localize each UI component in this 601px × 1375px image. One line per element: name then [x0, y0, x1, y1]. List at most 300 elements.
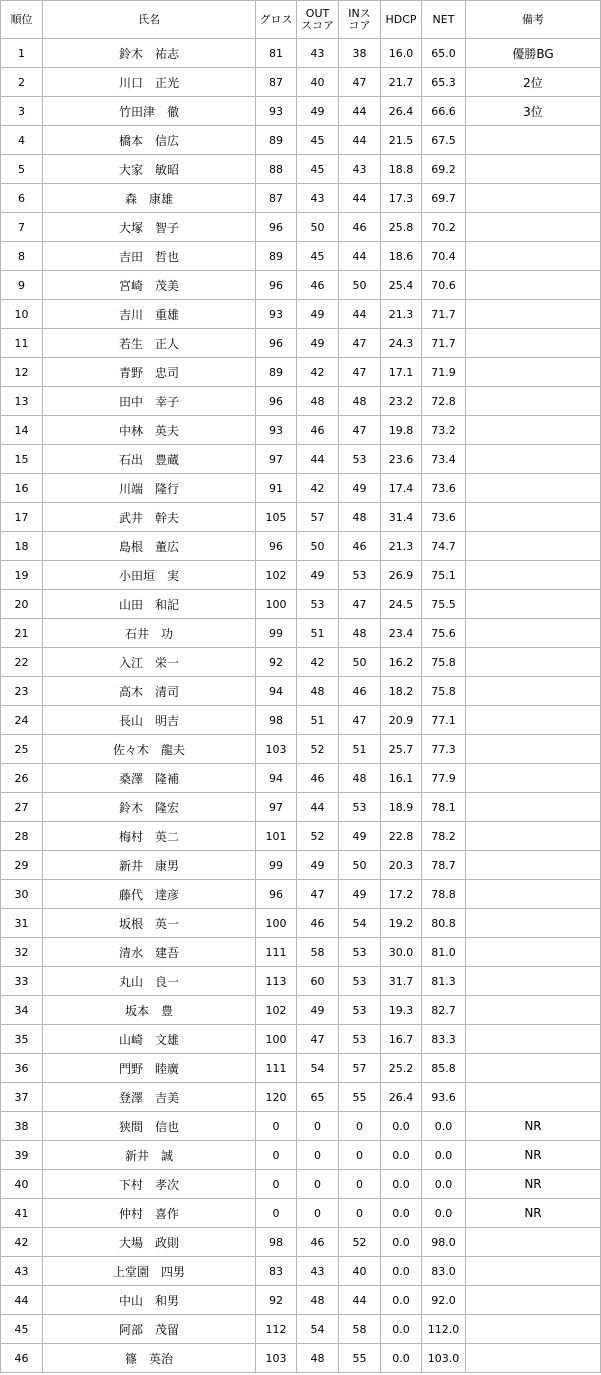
cell-gross: 94 [256, 764, 297, 793]
cell-name: 宮崎 茂美 [43, 271, 256, 300]
cell-name: 篠 英治 [43, 1344, 256, 1373]
cell-hdcp: 20.3 [381, 851, 422, 880]
table-header [1, 1, 601, 39]
cell-note [466, 242, 601, 271]
cell-net: 81.3 [422, 967, 466, 996]
cell-note [466, 155, 601, 184]
cell-in-score: 43 [339, 155, 381, 184]
cell-in-score: 50 [339, 271, 381, 300]
cell-hdcp: 17.2 [381, 880, 422, 909]
cell-net: 0.0 [422, 1112, 466, 1141]
header-row [1, 1, 601, 39]
cell-name: 上堂園 四男 [43, 1257, 256, 1286]
cell-gross: 111 [256, 1054, 297, 1083]
table-row [1, 677, 601, 706]
cell-note: 3位 [466, 97, 601, 126]
cell-in-score: 44 [339, 300, 381, 329]
cell-hdcp: 23.4 [381, 619, 422, 648]
cell-rank: 10 [1, 300, 43, 329]
cell-net: 92.0 [422, 1286, 466, 1315]
cell-net: 71.7 [422, 329, 466, 358]
cell-gross: 102 [256, 996, 297, 1025]
cell-gross: 100 [256, 590, 297, 619]
cell-out-score: 49 [297, 329, 339, 358]
cell-out-score: 51 [297, 619, 339, 648]
cell-name: 川端 隆行 [43, 474, 256, 503]
cell-net: 69.7 [422, 184, 466, 213]
table-row [1, 996, 601, 1025]
cell-gross: 100 [256, 909, 297, 938]
cell-out-score: 48 [297, 1286, 339, 1315]
cell-gross: 120 [256, 1083, 297, 1112]
cell-net: 70.6 [422, 271, 466, 300]
cell-note [466, 793, 601, 822]
cell-rank: 31 [1, 909, 43, 938]
cell-gross: 101 [256, 822, 297, 851]
cell-name: 若生 正人 [43, 329, 256, 358]
cell-in-score: 49 [339, 880, 381, 909]
cell-in-score: 48 [339, 387, 381, 416]
cell-name: 石出 豊蔵 [43, 445, 256, 474]
cell-out-score: 42 [297, 474, 339, 503]
cell-hdcp: 25.8 [381, 213, 422, 242]
cell-in-score: 46 [339, 213, 381, 242]
cell-rank: 33 [1, 967, 43, 996]
cell-in-score: 53 [339, 996, 381, 1025]
table-row [1, 184, 601, 213]
cell-net: 78.8 [422, 880, 466, 909]
cell-name: 阿部 茂留 [43, 1315, 256, 1344]
cell-note [466, 329, 601, 358]
cell-hdcp: 24.3 [381, 329, 422, 358]
cell-hdcp: 17.3 [381, 184, 422, 213]
table-row [1, 648, 601, 677]
cell-rank: 4 [1, 126, 43, 155]
cell-note [466, 706, 601, 735]
cell-rank: 41 [1, 1199, 43, 1228]
cell-gross: 96 [256, 213, 297, 242]
cell-hdcp: 26.9 [381, 561, 422, 590]
cell-note [466, 1228, 601, 1257]
cell-hdcp: 19.8 [381, 416, 422, 445]
cell-out-score: 42 [297, 358, 339, 387]
cell-rank: 44 [1, 1286, 43, 1315]
cell-name: 田中 幸子 [43, 387, 256, 416]
cell-out-score: 49 [297, 97, 339, 126]
cell-in-score: 53 [339, 938, 381, 967]
table-row [1, 764, 601, 793]
cell-name: 登澤 吉美 [43, 1083, 256, 1112]
cell-net: 78.2 [422, 822, 466, 851]
cell-gross: 96 [256, 387, 297, 416]
cell-hdcp: 21.7 [381, 68, 422, 97]
cell-net: 85.8 [422, 1054, 466, 1083]
cell-net: 72.8 [422, 387, 466, 416]
cell-out-score: 49 [297, 851, 339, 880]
cell-out-score: 49 [297, 996, 339, 1025]
cell-out-score: 57 [297, 503, 339, 532]
cell-out-score: 49 [297, 300, 339, 329]
cell-gross: 112 [256, 1315, 297, 1344]
cell-rank: 26 [1, 764, 43, 793]
cell-gross: 87 [256, 184, 297, 213]
cell-hdcp: 21.3 [381, 300, 422, 329]
cell-note [466, 184, 601, 213]
cell-gross: 97 [256, 793, 297, 822]
cell-hdcp: 24.5 [381, 590, 422, 619]
cell-note [466, 1083, 601, 1112]
cell-name: 石井 功 [43, 619, 256, 648]
table-body [1, 39, 601, 1373]
cell-note [466, 677, 601, 706]
cell-in-score: 44 [339, 242, 381, 271]
table-row [1, 1112, 601, 1141]
cell-name: 山田 和記 [43, 590, 256, 619]
cell-net: 78.7 [422, 851, 466, 880]
header-note: 備考 [466, 1, 601, 39]
cell-note: 2位 [466, 68, 601, 97]
table-row [1, 1054, 601, 1083]
cell-rank: 32 [1, 938, 43, 967]
cell-net: 75.1 [422, 561, 466, 590]
cell-net: 75.6 [422, 619, 466, 648]
cell-gross: 81 [256, 39, 297, 68]
cell-gross: 0 [256, 1170, 297, 1199]
cell-in-score: 50 [339, 648, 381, 677]
cell-name: 吉田 哲也 [43, 242, 256, 271]
cell-hdcp: 0.0 [381, 1257, 422, 1286]
cell-hdcp: 16.2 [381, 648, 422, 677]
cell-rank: 9 [1, 271, 43, 300]
cell-in-score: 44 [339, 184, 381, 213]
cell-in-score: 53 [339, 561, 381, 590]
cell-name: 島根 董広 [43, 532, 256, 561]
cell-rank: 16 [1, 474, 43, 503]
cell-name: 中山 和男 [43, 1286, 256, 1315]
table-row [1, 1257, 601, 1286]
cell-rank: 22 [1, 648, 43, 677]
cell-in-score: 0 [339, 1141, 381, 1170]
cell-out-score: 60 [297, 967, 339, 996]
cell-hdcp: 0.0 [381, 1199, 422, 1228]
cell-name: 入江 栄一 [43, 648, 256, 677]
cell-hdcp: 26.4 [381, 97, 422, 126]
cell-rank: 46 [1, 1344, 43, 1373]
header-gross: グロス [256, 1, 297, 39]
table-row [1, 1141, 601, 1170]
cell-hdcp: 30.0 [381, 938, 422, 967]
cell-out-score: 65 [297, 1083, 339, 1112]
cell-in-score: 48 [339, 503, 381, 532]
table-row [1, 1170, 601, 1199]
cell-out-score: 44 [297, 793, 339, 822]
cell-net: 81.0 [422, 938, 466, 967]
cell-out-score: 46 [297, 909, 339, 938]
cell-note: 優勝BG [466, 39, 601, 68]
cell-name: 武井 幹夫 [43, 503, 256, 532]
cell-hdcp: 18.6 [381, 242, 422, 271]
cell-hdcp: 26.4 [381, 1083, 422, 1112]
cell-net: 65.0 [422, 39, 466, 68]
cell-note [466, 822, 601, 851]
table-row [1, 1083, 601, 1112]
header-rank: 順位 [1, 1, 43, 39]
cell-net: 75.5 [422, 590, 466, 619]
cell-rank: 28 [1, 822, 43, 851]
cell-rank: 13 [1, 387, 43, 416]
cell-gross: 96 [256, 271, 297, 300]
table-row [1, 851, 601, 880]
cell-in-score: 47 [339, 416, 381, 445]
cell-net: 75.8 [422, 648, 466, 677]
header-name: 氏名 [43, 1, 256, 39]
cell-gross: 96 [256, 329, 297, 358]
cell-note [466, 1054, 601, 1083]
cell-hdcp: 0.0 [381, 1286, 422, 1315]
cell-out-score: 40 [297, 68, 339, 97]
cell-net: 82.7 [422, 996, 466, 1025]
cell-out-score: 54 [297, 1315, 339, 1344]
cell-note [466, 561, 601, 590]
cell-net: 70.2 [422, 213, 466, 242]
cell-name: 門野 睦廣 [43, 1054, 256, 1083]
cell-net: 71.7 [422, 300, 466, 329]
cell-gross: 111 [256, 938, 297, 967]
cell-in-score: 0 [339, 1170, 381, 1199]
cell-gross: 93 [256, 300, 297, 329]
cell-net: 77.3 [422, 735, 466, 764]
cell-gross: 89 [256, 126, 297, 155]
cell-rank: 15 [1, 445, 43, 474]
table-row [1, 590, 601, 619]
cell-out-score: 45 [297, 242, 339, 271]
cell-name: 狭間 信也 [43, 1112, 256, 1141]
cell-rank: 18 [1, 532, 43, 561]
cell-rank: 7 [1, 213, 43, 242]
cell-out-score: 46 [297, 764, 339, 793]
cell-hdcp: 0.0 [381, 1315, 422, 1344]
cell-rank: 8 [1, 242, 43, 271]
cell-name: 森 康雄 [43, 184, 256, 213]
cell-rank: 2 [1, 68, 43, 97]
cell-hdcp: 25.2 [381, 1054, 422, 1083]
cell-out-score: 48 [297, 387, 339, 416]
cell-hdcp: 22.8 [381, 822, 422, 851]
cell-hdcp: 0.0 [381, 1141, 422, 1170]
cell-rank: 35 [1, 1025, 43, 1054]
cell-note [466, 503, 601, 532]
cell-out-score: 52 [297, 822, 339, 851]
cell-note [466, 1025, 601, 1054]
cell-net: 80.8 [422, 909, 466, 938]
cell-name: 仲村 喜作 [43, 1199, 256, 1228]
table-row [1, 387, 601, 416]
cell-in-score: 49 [339, 822, 381, 851]
cell-rank: 39 [1, 1141, 43, 1170]
cell-note [466, 648, 601, 677]
cell-note [466, 445, 601, 474]
cell-note [466, 387, 601, 416]
cell-note [466, 1257, 601, 1286]
cell-note [466, 938, 601, 967]
cell-in-score: 57 [339, 1054, 381, 1083]
cell-hdcp: 25.4 [381, 271, 422, 300]
cell-name: 大塚 智子 [43, 213, 256, 242]
cell-out-score: 50 [297, 213, 339, 242]
table-row [1, 1286, 601, 1315]
cell-gross: 97 [256, 445, 297, 474]
cell-rank: 25 [1, 735, 43, 764]
cell-in-score: 44 [339, 1286, 381, 1315]
cell-out-score: 46 [297, 1228, 339, 1257]
cell-in-score: 38 [339, 39, 381, 68]
table-row [1, 358, 601, 387]
cell-gross: 99 [256, 619, 297, 648]
cell-gross: 88 [256, 155, 297, 184]
cell-out-score: 46 [297, 416, 339, 445]
cell-gross: 98 [256, 706, 297, 735]
cell-gross: 103 [256, 1344, 297, 1373]
cell-in-score: 53 [339, 1025, 381, 1054]
cell-note [466, 532, 601, 561]
cell-rank: 6 [1, 184, 43, 213]
cell-out-score: 47 [297, 880, 339, 909]
cell-rank: 20 [1, 590, 43, 619]
cell-net: 69.2 [422, 155, 466, 184]
cell-gross: 102 [256, 561, 297, 590]
cell-note [466, 1344, 601, 1373]
cell-gross: 113 [256, 967, 297, 996]
cell-net: 73.4 [422, 445, 466, 474]
cell-name: 藤代 達彦 [43, 880, 256, 909]
cell-net: 73.6 [422, 474, 466, 503]
header-out-score: OUTスコア [297, 1, 339, 39]
cell-hdcp: 0.0 [381, 1344, 422, 1373]
cell-note [466, 271, 601, 300]
cell-out-score: 51 [297, 706, 339, 735]
cell-out-score: 0 [297, 1112, 339, 1141]
cell-out-score: 45 [297, 126, 339, 155]
cell-net: 112.0 [422, 1315, 466, 1344]
cell-in-score: 53 [339, 967, 381, 996]
cell-name: 小田垣 実 [43, 561, 256, 590]
cell-gross: 92 [256, 648, 297, 677]
cell-hdcp: 18.2 [381, 677, 422, 706]
cell-hdcp: 25.7 [381, 735, 422, 764]
cell-hdcp: 20.9 [381, 706, 422, 735]
cell-hdcp: 23.6 [381, 445, 422, 474]
cell-name: 桑澤 隆補 [43, 764, 256, 793]
cell-note [466, 358, 601, 387]
cell-name: 高木 清司 [43, 677, 256, 706]
cell-out-score: 43 [297, 39, 339, 68]
cell-out-score: 53 [297, 590, 339, 619]
cell-note [466, 764, 601, 793]
cell-in-score: 48 [339, 764, 381, 793]
cell-net: 0.0 [422, 1170, 466, 1199]
cell-hdcp: 16.0 [381, 39, 422, 68]
cell-in-score: 44 [339, 97, 381, 126]
cell-net: 67.5 [422, 126, 466, 155]
cell-gross: 103 [256, 735, 297, 764]
table-row [1, 97, 601, 126]
cell-note [466, 1315, 601, 1344]
cell-name: 中林 英夫 [43, 416, 256, 445]
cell-gross: 99 [256, 851, 297, 880]
table-row [1, 880, 601, 909]
cell-rank: 29 [1, 851, 43, 880]
cell-note [466, 126, 601, 155]
cell-rank: 27 [1, 793, 43, 822]
cell-name: 梅村 英二 [43, 822, 256, 851]
table-row [1, 793, 601, 822]
cell-net: 73.6 [422, 503, 466, 532]
cell-in-score: 48 [339, 619, 381, 648]
table-row [1, 39, 601, 68]
cell-rank: 5 [1, 155, 43, 184]
cell-name: 吉川 重雄 [43, 300, 256, 329]
cell-rank: 12 [1, 358, 43, 387]
table-row [1, 706, 601, 735]
cell-name: 青野 忠司 [43, 358, 256, 387]
cell-out-score: 42 [297, 648, 339, 677]
table-row [1, 329, 601, 358]
table-row [1, 735, 601, 764]
cell-note: NR [466, 1112, 601, 1141]
cell-rank: 24 [1, 706, 43, 735]
cell-note: NR [466, 1141, 601, 1170]
table-row [1, 967, 601, 996]
cell-in-score: 47 [339, 706, 381, 735]
cell-in-score: 46 [339, 677, 381, 706]
cell-note [466, 619, 601, 648]
cell-hdcp: 19.2 [381, 909, 422, 938]
cell-gross: 89 [256, 242, 297, 271]
cell-in-score: 55 [339, 1344, 381, 1373]
cell-note [466, 996, 601, 1025]
cell-note [466, 213, 601, 242]
cell-in-score: 51 [339, 735, 381, 764]
cell-name: 橋本 信広 [43, 126, 256, 155]
cell-rank: 38 [1, 1112, 43, 1141]
table-row [1, 213, 601, 242]
cell-rank: 11 [1, 329, 43, 358]
cell-net: 74.7 [422, 532, 466, 561]
cell-name: 山崎 文雄 [43, 1025, 256, 1054]
cell-gross: 87 [256, 68, 297, 97]
table-row [1, 938, 601, 967]
cell-rank: 42 [1, 1228, 43, 1257]
cell-rank: 3 [1, 97, 43, 126]
cell-hdcp: 0.0 [381, 1112, 422, 1141]
cell-gross: 96 [256, 532, 297, 561]
table-row [1, 1315, 601, 1344]
cell-name: 佐々木 龍夫 [43, 735, 256, 764]
table-row [1, 1228, 601, 1257]
table-row [1, 445, 601, 474]
cell-out-score: 47 [297, 1025, 339, 1054]
cell-rank: 1 [1, 39, 43, 68]
cell-out-score: 0 [297, 1170, 339, 1199]
cell-in-score: 58 [339, 1315, 381, 1344]
cell-in-score: 55 [339, 1083, 381, 1112]
cell-note [466, 909, 601, 938]
cell-gross: 93 [256, 416, 297, 445]
cell-rank: 43 [1, 1257, 43, 1286]
cell-net: 73.2 [422, 416, 466, 445]
cell-out-score: 46 [297, 271, 339, 300]
cell-note [466, 880, 601, 909]
